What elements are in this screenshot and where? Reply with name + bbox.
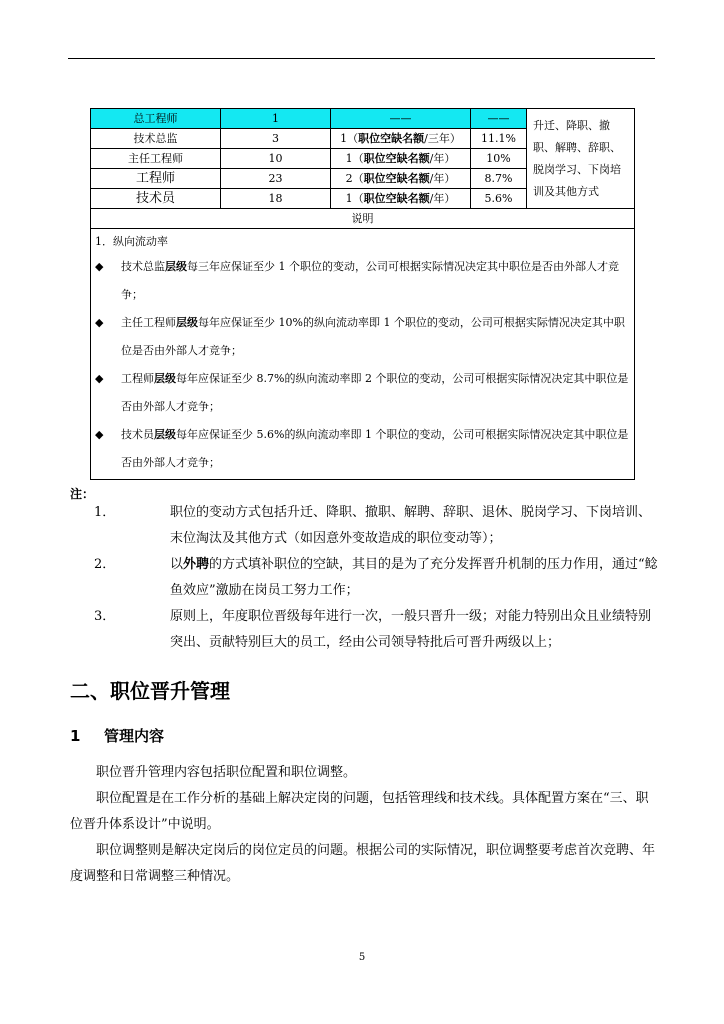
list-item: 1． 职位的变动方式包括升迁、降职、撤职、解聘、辞职、退休、脱岗学习、下岗培训、末位淘汰及其他方式（如因意外变故造成的职位变动等）；	[94, 505, 652, 546]
list-item: ◆ 技术员层级每年应保证至少 5.6%的纵向流动率即 1 个职位的变动，公司可根据实际情况决定其中职位是否由外部人才竞争；	[95, 421, 630, 477]
list-item: ◆ 技术总监层级每三年应保证至少 1 个职位的变动，公司可根据实际情况决定其中职位是否由外部人才竞争；	[95, 253, 630, 309]
paragraph: 职位配置是在工作分析的基础上解决定岗的问题，包括管理线和技术线。具体配置方案在“三、职位晋升体系设计”中说明。	[70, 791, 649, 832]
cell-rate: 10%	[471, 149, 527, 169]
cell-mobility: 1（职位空缺名额/三年）	[331, 129, 471, 149]
cell-title: 总工程师	[91, 109, 221, 129]
table-row	[91, 109, 635, 129]
notes-list	[70, 500, 660, 656]
cell-rate: 11.1%	[471, 129, 527, 149]
cell-mobility: 2（职位空缺名额/年）	[331, 169, 471, 189]
cell-title: 主任工程师	[91, 149, 221, 169]
cell-title: 技术总监	[91, 129, 221, 149]
diamond-bullet-icon: ◆	[95, 428, 104, 441]
table-row	[91, 209, 635, 229]
table-row	[91, 229, 635, 480]
list-item: ◆ 主任工程师层级每年应保证至少 10%的纵向流动率即 1 个职位的变动，公司可根据实际情况决定其中职位是否由外部人才竞争；	[95, 309, 630, 365]
cell-count: 18	[221, 189, 331, 209]
cell-title: 工程师	[91, 169, 221, 189]
diamond-bullet-icon: ◆	[95, 372, 104, 385]
explain-body	[91, 229, 635, 480]
cell-mobility: 1（职位空缺名额/年）	[331, 189, 471, 209]
cell-title: 技术员	[91, 189, 221, 209]
paragraph: 职位调整则是解决定岗后的岗位定员的问题。根据公司的实际情况，职位调整要考虑首次竞聘、年度调整和日常调整三种情况。	[70, 843, 656, 884]
cell-methods: 升迁、降职、撤职、解聘、辞职、脱岗学习、下岗培训及其他方式	[527, 109, 635, 209]
section-body	[70, 760, 660, 890]
list-item: 3． 原则上，年度职位晋级每年进行一次，一般只晋升一级；对能力特别出众且业绩特别突出、贡献特别巨大的员工，经由公司领导特批后可晋升两级以上；	[94, 609, 652, 650]
cell-rate: 5.6%	[471, 189, 527, 209]
cell-count: 10	[221, 149, 331, 169]
diamond-bullet-icon: ◆	[95, 260, 104, 273]
cell-mobility: 1（职位空缺名额/年）	[331, 149, 471, 169]
header-rule	[68, 58, 655, 59]
list-item: ◆ 工程师层级每年应保证至少 8.7%的纵向流动率即 2 个职位的变动，公司可根据实际情况决定其中职位是否由外部人才竞争；	[95, 365, 630, 421]
cell-count: 1	[221, 109, 331, 129]
subsection-heading: 1 管理内容	[70, 727, 165, 745]
explain-header: 说明	[91, 209, 635, 229]
page-number: 5	[358, 952, 366, 963]
cell-rate: 8.7%	[471, 169, 527, 189]
mobility-table	[90, 108, 635, 480]
cell-count: 3	[221, 129, 331, 149]
cell-count: 23	[221, 169, 331, 189]
cell-mobility: ——	[331, 109, 471, 129]
notes-label: 注：	[70, 487, 95, 501]
diamond-bullet-icon: ◆	[95, 316, 104, 329]
list-item: 2． 以外聘的方式填补职位的空缺，其目的是为了充分发挥晋升机制的压力作用，通过“鲶鱼效应”激励在岗员工努力工作；	[94, 557, 658, 598]
section-heading: 二、职位晋升管理	[70, 679, 230, 703]
paragraph: 职位晋升管理内容包括职位配置和职位调整。	[96, 765, 357, 780]
explain-title: 1．纵向流动率	[95, 235, 168, 248]
cell-rate: ——	[471, 109, 527, 129]
